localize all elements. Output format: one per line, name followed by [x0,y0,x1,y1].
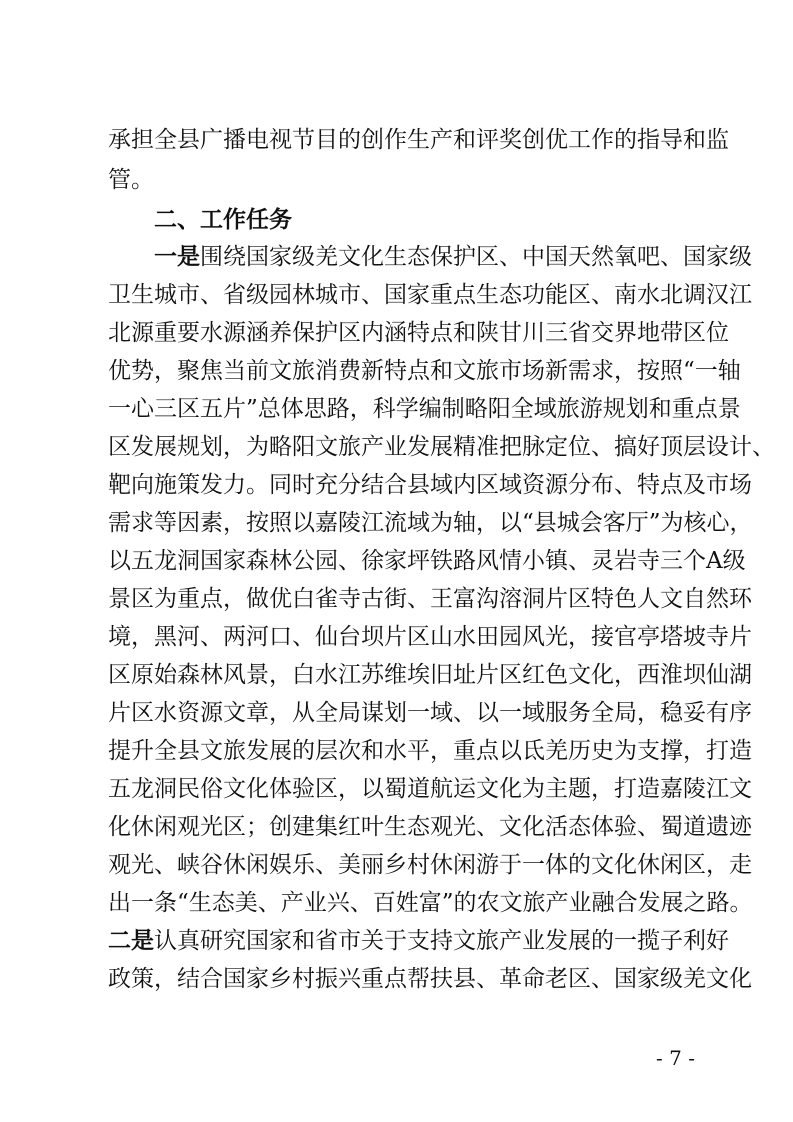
para1-line: 提升全县文旅发展的层次和水平，重点以氐羌历史为支撑，打造 [108,738,752,764]
para1-line: 一心三区五片”总体思路，科学编制略阳全域旅游规划和重点景 [108,396,741,422]
section-heading: 二、工作任务 [154,207,292,233]
para1-line: 需求等因素，按照以嘉陵江流域为轴，以“县城会客厅”为核心， [108,510,753,536]
para1-line: 北源重要水源涵养保护区内涵特点和陕甘川三省交界地带区位 [108,320,729,346]
para1-line: 景区为重点，做优白雀寺古街、王富沟溶洞片区特色人文自然环 [108,586,752,612]
para2-first-line [108,923,729,959]
para2-first-line-text: 认真研究国家和省市关于支持文旅产业发展的一揽子利好 [154,928,729,954]
para1-line: 片区水资源文章，从全局谋划一域、以一域服务全局，稳妥有序 [108,700,752,726]
para1-first-line-text: 围绕国家级羌文化生态保护区、中国天然氧吧、国家级 [200,244,752,270]
para1-line: 五龙洞民俗文化体验区，以蜀道航运文化为主题，打造嘉陵江文 [108,776,752,802]
para1-line: 靶向施策发力。同时充分结合县域内区域资源分布、特点及市场 [108,472,752,498]
para1-line: 境，黑河、两河口、仙台坝片区山水田园风光，接官亭塔坡寺片 [108,624,752,650]
para1-line: 优势，聚焦当前文旅消费新特点和文旅市场新需求，按照“一轴 [108,358,741,384]
para1-line: 卫生城市、省级园林城市、国家重点生态功能区、南水北调汉江 [108,282,752,308]
intro-line-1: 承担全县广播电视节目的创作生产和评奖创优工作的指导和监 [108,127,729,153]
para1-line: 观光、峡谷休闲娱乐、美丽乡村休闲游于一体的文化休闲区，走 [108,852,752,878]
para1-lead: 一是 [154,244,200,270]
para2-line: 政策，结合国家乡村振兴重点帮扶县、革命老区、国家级羌文化 [108,966,752,992]
para2-lead: 二是 [108,928,154,954]
para1-line: 以五龙洞国家森林公园、徐家坪铁路风情小镇、灵岩寺三个A级 [108,548,746,574]
para1-line: 区原始森林风景，白水江苏维埃旧址片区红色文化，西淮坝仙湖 [108,662,752,688]
intro-line-2: 管。 [108,167,154,193]
page-number: - 7 - [656,1046,695,1070]
para1-line: 化休闲观光区；创建集红叶生态观光、文化活态体验、蜀道遗迹 [108,814,752,840]
para1-first-line [154,239,752,275]
para1-last-line: 出一条“生态美、产业兴、百姓富”的农文旅产业融合发展之路。 [108,890,753,916]
para1-line: 区发展规划，为略阳文旅产业发展精准把脉定位、搞好顶层设计、 [108,434,775,460]
